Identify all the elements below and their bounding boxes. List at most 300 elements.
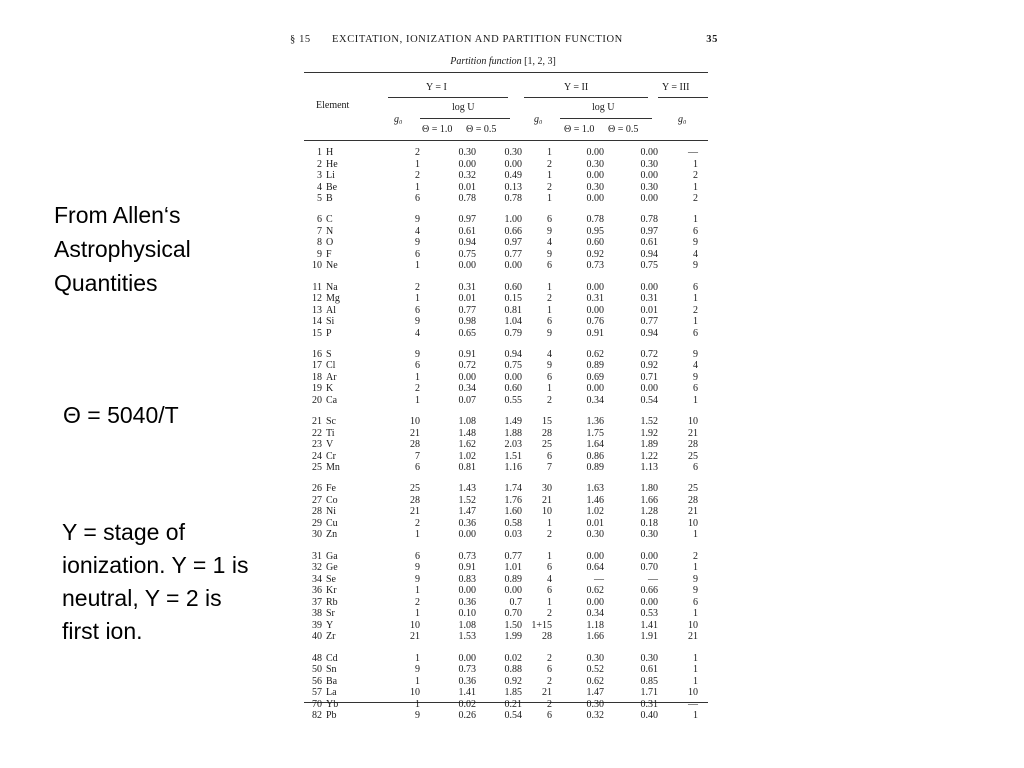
col-theta05-y2: Θ = 0.5 [608, 124, 639, 135]
g0-first-ion: 9 [547, 360, 552, 372]
atomic-number: 21 [312, 416, 322, 428]
logu-neutral-theta1: 0.10 [458, 608, 476, 620]
group-spacer [304, 474, 714, 484]
g0-neutral: 9 [415, 664, 420, 676]
element-symbol: La [326, 687, 337, 699]
logu-ion-theta05: 1.80 [640, 483, 658, 495]
logu-neutral-theta05: 0.77 [504, 550, 522, 562]
g0-neutral: 1 [415, 652, 420, 664]
logu-neutral-theta1: 1.52 [458, 494, 476, 506]
g0-neutral: 2 [415, 517, 420, 529]
atomic-number: 18 [312, 371, 322, 383]
g0-first-ion: 1 [547, 304, 552, 316]
logu-neutral-theta05: 0.15 [504, 293, 522, 305]
atomic-number: 34 [312, 573, 322, 585]
logu-ion-theta05: 0.30 [640, 158, 658, 170]
logu-ion-theta05: 0.53 [640, 608, 658, 620]
element-symbol: Y [326, 619, 334, 631]
element-symbol: Cl [326, 360, 336, 372]
group-spacer [304, 339, 714, 349]
logu-ion-theta1: 1.18 [586, 619, 604, 631]
g0-neutral: 21 [410, 427, 420, 439]
table-row [304, 495, 714, 507]
col-theta05-y1: Θ = 0.5 [466, 124, 497, 135]
g0-neutral: 1 [415, 181, 420, 193]
g0-second-ion: 1 [693, 710, 698, 722]
table-row [304, 506, 714, 518]
g0-neutral: 1 [415, 371, 420, 383]
group-spacer [304, 643, 714, 653]
logu-ion-theta05: 0.75 [640, 260, 658, 272]
logu-neutral-theta05: 1.04 [504, 316, 522, 328]
atomic-number: 29 [312, 517, 322, 529]
atomic-number: 30 [312, 529, 322, 541]
atomic-number: 17 [312, 360, 322, 372]
table-row [304, 147, 714, 159]
table-row [304, 462, 714, 474]
logu-neutral-theta1: 1.47 [458, 506, 476, 518]
logu-ion-theta05: 0.71 [640, 371, 658, 383]
group-spacer [304, 272, 714, 282]
g0-neutral: 21 [410, 506, 420, 518]
logu-neutral-theta05: 0.13 [504, 181, 522, 193]
logu-neutral-theta1: 0.00 [458, 652, 476, 664]
logu-neutral-theta05: 1.16 [504, 462, 522, 474]
element-symbol: Ne [326, 260, 338, 272]
atomic-number: 11 [312, 281, 322, 293]
logu-ion-theta1: 0.00 [586, 383, 604, 395]
element-symbol: Ga [326, 550, 338, 562]
g0-second-ion: 9 [693, 237, 698, 249]
logu-ion-theta05: 0.61 [640, 237, 658, 249]
logu-ion-theta1: 0.00 [586, 170, 604, 181]
logu-neutral-theta05: 1.99 [504, 631, 522, 643]
logu-ion-theta05: 0.00 [640, 193, 658, 204]
logu-neutral-theta1: 1.08 [458, 416, 476, 428]
table-row [304, 428, 714, 440]
g0-first-ion: 2 [547, 529, 552, 541]
element-symbol: C [326, 214, 333, 226]
logu-neutral-theta1: 0.81 [458, 462, 476, 474]
table-row [304, 620, 714, 632]
table-row [304, 159, 714, 171]
col-g0-y1: g₀ [394, 114, 403, 125]
logu-neutral-theta1: 1.53 [458, 631, 476, 643]
partition-function-table-scan [288, 28, 718, 722]
logu-ion-theta1: 0.31 [586, 293, 604, 305]
table-row [304, 562, 714, 574]
logu-ion-theta1: — [594, 573, 604, 585]
atomic-number: 13 [312, 304, 322, 316]
atomic-number: 24 [312, 450, 322, 462]
g0-first-ion: 1 [547, 550, 552, 562]
g0-second-ion: 6 [693, 225, 698, 237]
logu-ion-theta1: 0.89 [586, 360, 604, 372]
g0-second-ion: 6 [693, 281, 698, 293]
col-logu-y2: log U [592, 102, 615, 113]
logu-ion-theta1: 0.76 [586, 316, 604, 328]
g0-first-ion: 1 [547, 193, 552, 204]
g0-first-ion: 15 [542, 416, 552, 428]
logu-ion-theta05: 0.94 [640, 248, 658, 260]
g0-second-ion: 1 [693, 394, 698, 406]
element-symbol: Se [326, 573, 336, 585]
logu-ion-theta05: 1.28 [640, 506, 658, 518]
atomic-number: 26 [312, 483, 322, 495]
g0-first-ion: 1 [547, 147, 552, 158]
table-row [304, 451, 714, 463]
g0-neutral: 9 [415, 562, 420, 574]
element-symbol: Sc [326, 416, 336, 428]
g0-first-ion: 6 [547, 562, 552, 574]
g0-neutral: 10 [410, 619, 420, 631]
g0-neutral: 10 [410, 687, 420, 699]
table-row [304, 226, 714, 238]
table-row [304, 383, 714, 395]
logu-ion-theta05: 0.00 [640, 596, 658, 608]
g0-neutral: 1 [415, 698, 420, 710]
logu-neutral-theta05: 0.03 [504, 529, 522, 541]
logu-ion-theta05: 0.97 [640, 225, 658, 237]
g0-neutral: 9 [415, 214, 420, 226]
top-rule [304, 72, 708, 73]
element-symbol: F [326, 248, 332, 260]
g0-second-ion: 28 [688, 439, 698, 451]
g0-first-ion: 4 [547, 573, 552, 585]
element-symbol: Fe [326, 483, 336, 495]
table-row [304, 249, 714, 261]
g0-second-ion: 1 [693, 316, 698, 328]
logu-ion-theta1: 0.34 [586, 394, 604, 406]
logu-ion-theta1: 0.91 [586, 327, 604, 339]
element-symbol: Ar [326, 371, 337, 383]
table-row [304, 182, 714, 194]
element-symbol: Li [326, 170, 335, 181]
logu-ion-theta05: 1.89 [640, 439, 658, 451]
col-y3: Y = III [662, 82, 690, 93]
logu-neutral-theta05: 1.76 [504, 494, 522, 506]
logu-neutral-theta05: 0.00 [504, 585, 522, 597]
logu-ion-theta05: 1.92 [640, 427, 658, 439]
logu-neutral-theta05: 0.94 [504, 348, 522, 360]
atomic-number: 16 [312, 348, 322, 360]
g0-first-ion: 2 [547, 608, 552, 620]
table-row [304, 710, 714, 722]
logu-ion-theta05: 0.66 [640, 585, 658, 597]
logu-ion-theta05: 1.52 [640, 416, 658, 428]
g0-second-ion: 9 [693, 585, 698, 597]
g0-neutral: 9 [415, 348, 420, 360]
g0-second-ion: 1 [693, 181, 698, 193]
logu-neutral-theta1: 0.02 [458, 698, 476, 710]
g0-neutral: 1 [415, 585, 420, 597]
atomic-number: 2 [317, 158, 322, 170]
logu-ion-theta1: 0.95 [586, 225, 604, 237]
col-element: Element [316, 100, 350, 111]
element-symbol: Co [326, 494, 338, 506]
logu-neutral-theta05: 0.00 [504, 371, 522, 383]
theta-definition-note: Θ = 5040/T [63, 402, 179, 428]
logu-ion-theta05: 0.92 [640, 360, 658, 372]
atomic-number: 57 [312, 687, 322, 699]
logu-neutral-theta1: 0.01 [458, 181, 476, 193]
g0-second-ion: 25 [688, 483, 698, 495]
logu-neutral-theta1: 0.30 [458, 147, 476, 158]
g0-second-ion: 1 [693, 652, 698, 664]
logu-neutral-theta1: 0.97 [458, 214, 476, 226]
g0-neutral: 2 [415, 281, 420, 293]
element-symbol: B [326, 193, 333, 204]
logu-ion-theta05: 0.31 [640, 293, 658, 305]
g0-second-ion: 21 [688, 506, 698, 518]
element-symbol: Rb [326, 596, 338, 608]
g0-first-ion: 2 [547, 293, 552, 305]
g0-first-ion: 1 [547, 170, 552, 181]
g0-second-ion: 10 [688, 517, 698, 529]
partition-function-table [304, 147, 714, 722]
logu-ion-theta1: 0.78 [586, 214, 604, 226]
element-symbol: Mg [326, 293, 340, 305]
logu-neutral-theta1: 0.31 [458, 281, 476, 293]
logu-neutral-theta1: 0.73 [458, 664, 476, 676]
logu-neutral-theta05: 0.55 [504, 394, 522, 406]
element-symbol: Zr [326, 631, 336, 643]
table-subtitle [288, 56, 718, 67]
logu-neutral-theta05: 0.66 [504, 225, 522, 237]
logu-ion-theta1: 0.89 [586, 462, 604, 474]
g0-second-ion: 9 [693, 260, 698, 272]
logu-neutral-theta1: 0.32 [458, 170, 476, 181]
table-row [304, 237, 714, 249]
table-row [304, 395, 714, 407]
logu-ion-theta1: 0.00 [586, 147, 604, 158]
element-symbol: He [326, 158, 338, 170]
logu-neutral-theta05: 0.21 [504, 698, 522, 710]
logu-ion-theta05: 0.72 [640, 348, 658, 360]
col-y1: Y = I [426, 82, 447, 93]
g0-neutral: 4 [415, 225, 420, 237]
table-row [304, 529, 714, 541]
logu-ion-theta1: 0.00 [586, 304, 604, 316]
g0-first-ion: 1+15 [531, 619, 552, 631]
logu-ion-theta05: 1.41 [640, 619, 658, 631]
logu-neutral-theta05: 0.97 [504, 237, 522, 249]
g0-neutral: 28 [410, 439, 420, 451]
atomic-number: 50 [312, 664, 322, 676]
logu-neutral-theta1: 0.65 [458, 327, 476, 339]
g0-first-ion: 6 [547, 450, 552, 462]
atomic-number: 19 [312, 383, 322, 395]
y3-rule [658, 97, 708, 98]
logu-neutral-theta1: 0.61 [458, 225, 476, 237]
col-g0-y2: g₀ [534, 114, 543, 125]
table-row [304, 687, 714, 699]
element-symbol: Mn [326, 462, 340, 474]
g0-neutral: 1 [415, 394, 420, 406]
g0-first-ion: 4 [547, 237, 552, 249]
group-spacer [304, 541, 714, 551]
logu-ion-theta05: 0.18 [640, 517, 658, 529]
logu-ion-theta1: 0.30 [586, 181, 604, 193]
g0-neutral: 1 [415, 529, 420, 541]
g0-second-ion: 1 [693, 675, 698, 687]
logu-ion-theta05: 0.31 [640, 698, 658, 710]
g0-second-ion: 2 [693, 193, 698, 204]
atomic-number: 36 [312, 585, 322, 597]
logu-neutral-theta1: 0.83 [458, 573, 476, 585]
g0-first-ion: 6 [547, 260, 552, 272]
logu-ion-theta05: 0.77 [640, 316, 658, 328]
logu-ion-theta05: 0.00 [640, 550, 658, 562]
logu-ion-theta1: 0.86 [586, 450, 604, 462]
element-symbol: Ge [326, 562, 338, 574]
logu-ion-theta05: 0.78 [640, 214, 658, 226]
atomic-number: 22 [312, 427, 322, 439]
logu-neutral-theta1: 0.73 [458, 550, 476, 562]
g0-second-ion: 1 [693, 158, 698, 170]
element-symbol: Ti [326, 427, 335, 439]
g0-first-ion: 21 [542, 687, 552, 699]
g0-neutral: 9 [415, 710, 420, 722]
group-spacer [304, 406, 714, 416]
logu-neutral-theta1: 0.00 [458, 260, 476, 272]
logu-neutral-theta1: 1.02 [458, 450, 476, 462]
g0-second-ion: 21 [688, 631, 698, 643]
logu-neutral-theta1: 0.91 [458, 348, 476, 360]
logu-ion-theta1: 0.30 [586, 529, 604, 541]
logu-neutral-theta05: 0.60 [504, 281, 522, 293]
logu-neutral-theta05: 0.79 [504, 327, 522, 339]
y1-rule [388, 97, 508, 98]
logu-ion-theta1: 0.30 [586, 158, 604, 170]
logu-ion-theta05: 0.00 [640, 281, 658, 293]
g0-neutral: 6 [415, 550, 420, 562]
g0-second-ion: 9 [693, 348, 698, 360]
logu-neutral-theta05: 0.7 [509, 596, 522, 608]
g0-neutral: 1 [415, 608, 420, 620]
logu-neutral-theta05: 0.78 [504, 193, 522, 204]
atomic-number: 82 [312, 710, 322, 722]
element-symbol: Zn [326, 529, 338, 541]
g0-second-ion: 10 [688, 619, 698, 631]
logu2-rule [560, 118, 652, 119]
g0-first-ion: 25 [542, 439, 552, 451]
logu-neutral-theta1: 0.36 [458, 517, 476, 529]
page-header [288, 34, 718, 50]
atomic-number: 8 [317, 237, 322, 249]
g0-first-ion: 9 [547, 327, 552, 339]
logu-neutral-theta05: 0.81 [504, 304, 522, 316]
logu-neutral-theta05: 0.49 [504, 170, 522, 181]
g0-neutral: 10 [410, 416, 420, 428]
element-symbol: Si [326, 316, 335, 328]
g0-first-ion: 6 [547, 585, 552, 597]
g0-first-ion: 2 [547, 394, 552, 406]
logu-neutral-theta05: 1.88 [504, 427, 522, 439]
atomic-number: 5 [317, 193, 322, 204]
logu-ion-theta1: 1.75 [586, 427, 604, 439]
logu-neutral-theta05: 0.02 [504, 652, 522, 664]
atomic-number: 28 [312, 506, 322, 518]
element-symbol: N [326, 225, 334, 237]
g0-second-ion: 6 [693, 383, 698, 395]
logu-ion-theta1: 0.62 [586, 585, 604, 597]
logu-ion-theta05: 0.61 [640, 664, 658, 676]
g0-neutral: 9 [415, 573, 420, 585]
table-row [304, 193, 714, 205]
atomic-number: 3 [317, 170, 322, 181]
logu-ion-theta05: 0.40 [640, 710, 658, 722]
logu-ion-theta1: 0.00 [586, 281, 604, 293]
g0-second-ion: 1 [693, 529, 698, 541]
page-title: EXCITATION, IONIZATION AND PARTITION FUNCTION [332, 34, 623, 45]
g0-first-ion: 9 [547, 225, 552, 237]
element-symbol: Sr [326, 608, 335, 620]
logu-neutral-theta05: 1.74 [504, 483, 522, 495]
atomic-number: 15 [312, 327, 322, 339]
g0-second-ion: 1 [693, 664, 698, 676]
logu-ion-theta1: 0.01 [586, 517, 604, 529]
table-row [304, 608, 714, 620]
g0-second-ion: 28 [688, 494, 698, 506]
logu-neutral-theta05: 0.77 [504, 248, 522, 260]
atomic-number: 38 [312, 608, 322, 620]
atomic-number: 7 [317, 225, 322, 237]
logu-neutral-theta1: 1.62 [458, 439, 476, 451]
g0-neutral: 2 [415, 170, 420, 181]
logu-neutral-theta05: 0.54 [504, 710, 522, 722]
element-symbol: Be [326, 181, 338, 193]
logu-neutral-theta05: 0.75 [504, 360, 522, 372]
logu-ion-theta1: 0.34 [586, 608, 604, 620]
g0-second-ion: 9 [693, 573, 698, 585]
logu-ion-theta1: 1.47 [586, 687, 604, 699]
g0-neutral: 6 [415, 360, 420, 372]
g0-first-ion: 21 [542, 494, 552, 506]
g0-first-ion: 2 [547, 698, 552, 710]
element-symbol: Al [326, 304, 336, 316]
logu-ion-theta1: 1.66 [586, 631, 604, 643]
table-row [304, 585, 714, 597]
logu-ion-theta1: 0.32 [586, 710, 604, 722]
g0-second-ion: 25 [688, 450, 698, 462]
g0-neutral: 2 [415, 147, 420, 158]
g0-second-ion: 6 [693, 596, 698, 608]
logu-neutral-theta1: 0.36 [458, 675, 476, 687]
logu-neutral-theta1: 0.00 [458, 585, 476, 597]
g0-first-ion: 6 [547, 371, 552, 383]
atomic-number: 32 [312, 562, 322, 574]
element-symbol: K [326, 383, 334, 395]
table-row [304, 653, 714, 665]
logu-neutral-theta05: 0.00 [504, 158, 522, 170]
table-row [304, 518, 714, 530]
logu-ion-theta05: 0.94 [640, 327, 658, 339]
g0-neutral: 1 [415, 293, 420, 305]
g0-first-ion: 1 [547, 596, 552, 608]
logu-neutral-theta1: 0.00 [458, 529, 476, 541]
logu-ion-theta05: 0.00 [640, 170, 658, 181]
g0-second-ion: — [688, 147, 698, 158]
g0-second-ion: 9 [693, 371, 698, 383]
g0-first-ion: 1 [547, 383, 552, 395]
g0-neutral: 6 [415, 193, 420, 204]
g0-first-ion: 6 [547, 710, 552, 722]
atomic-number: 6 [317, 214, 322, 226]
logu-ion-theta1: 0.62 [586, 675, 604, 687]
logu-ion-theta05: 0.70 [640, 562, 658, 574]
table-row [304, 305, 714, 317]
